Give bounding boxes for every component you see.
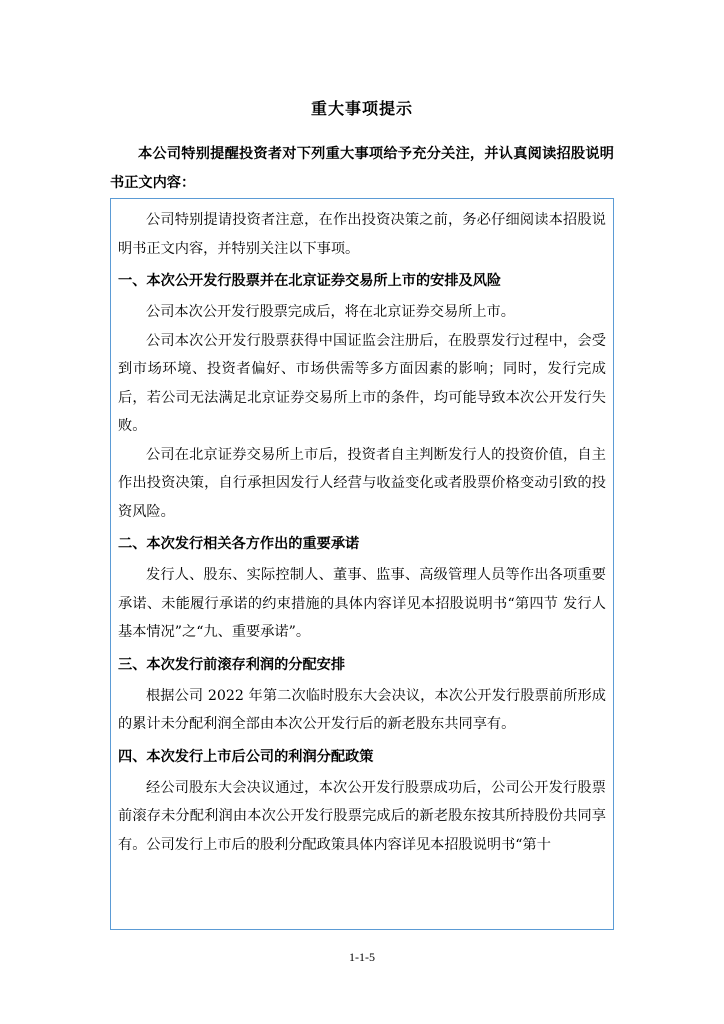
- intro-statement: 本公司特别提醒投资者对下列重大事项给予充分关注，并认真阅读招股说明书正文内容：: [110, 146, 614, 191]
- section-1-paragraph-3: 公司在北京证券交易所上市后，投资者自主判断发行人的投资价值，自主作出投资决策，自行承担因发行人经营与收益变化或者股票价格变动引致的投资风险。: [118, 446, 606, 520]
- section-4-paragraph-1: 经公司股东大会决议通过，本次公开发行股票成功后，公司公开发行股票前滚存未分配利润由本次公开发行股票完成后的新老股东按其所持股份共同享有。公司发行上市后的股利分配政策具体内容详见本招股说明书“第十: [118, 779, 606, 853]
- page-title: 重大事项提示: [310, 99, 413, 118]
- lead-paragraph: 公司特别提请投资者注意，在作出投资决策之前，务必仔细阅读本招股说明书正文内容，并特别关注以下事项。: [118, 212, 606, 257]
- section-heading-1: 一、本次公开发行股票并在北京证券交易所上市的安排及风险: [118, 273, 502, 289]
- section-3-paragraph-1: 根据公司 2022 年第二次临时股东大会决议，本次公开发行股票前所形成的累计未分配利润全部由本次公开发行后的新老股东共同享有。: [118, 687, 606, 732]
- section-heading-4: 四、本次发行上市后公司的利润分配政策: [118, 748, 374, 765]
- section-1-paragraph-1: 公司本次公开发行股票完成后，将在北京证券交易所上市。: [146, 304, 515, 320]
- notice-box: [110, 198, 614, 930]
- section-heading-2: 二、本次发行相关各方作出的重要承诺: [118, 536, 360, 552]
- page-number: 1-1-5: [349, 950, 375, 964]
- section-heading-3: 三、本次发行前滚存利润的分配安排: [118, 656, 346, 673]
- notice-box-content: [111, 199, 613, 859]
- section-1-paragraph-2: 公司本次公开发行股票获得中国证监会注册后，在股票发行过程中，会受到市场环境、投资者偏好、市场供需等多方面因素的影响；同时，发行完成后，若公司无法满足北京证券交易所上市的条件，均可能导致本次公开发行失败。: [118, 332, 606, 434]
- section-2-paragraph-1: 发行人、股东、实际控制人、董事、监事、高级管理人员等作出各项重要承诺、未能履行承诺的约束措施的具体内容详见本招股说明书“第四节 发行人基本情况”之“九、重要承诺”。: [118, 567, 606, 640]
